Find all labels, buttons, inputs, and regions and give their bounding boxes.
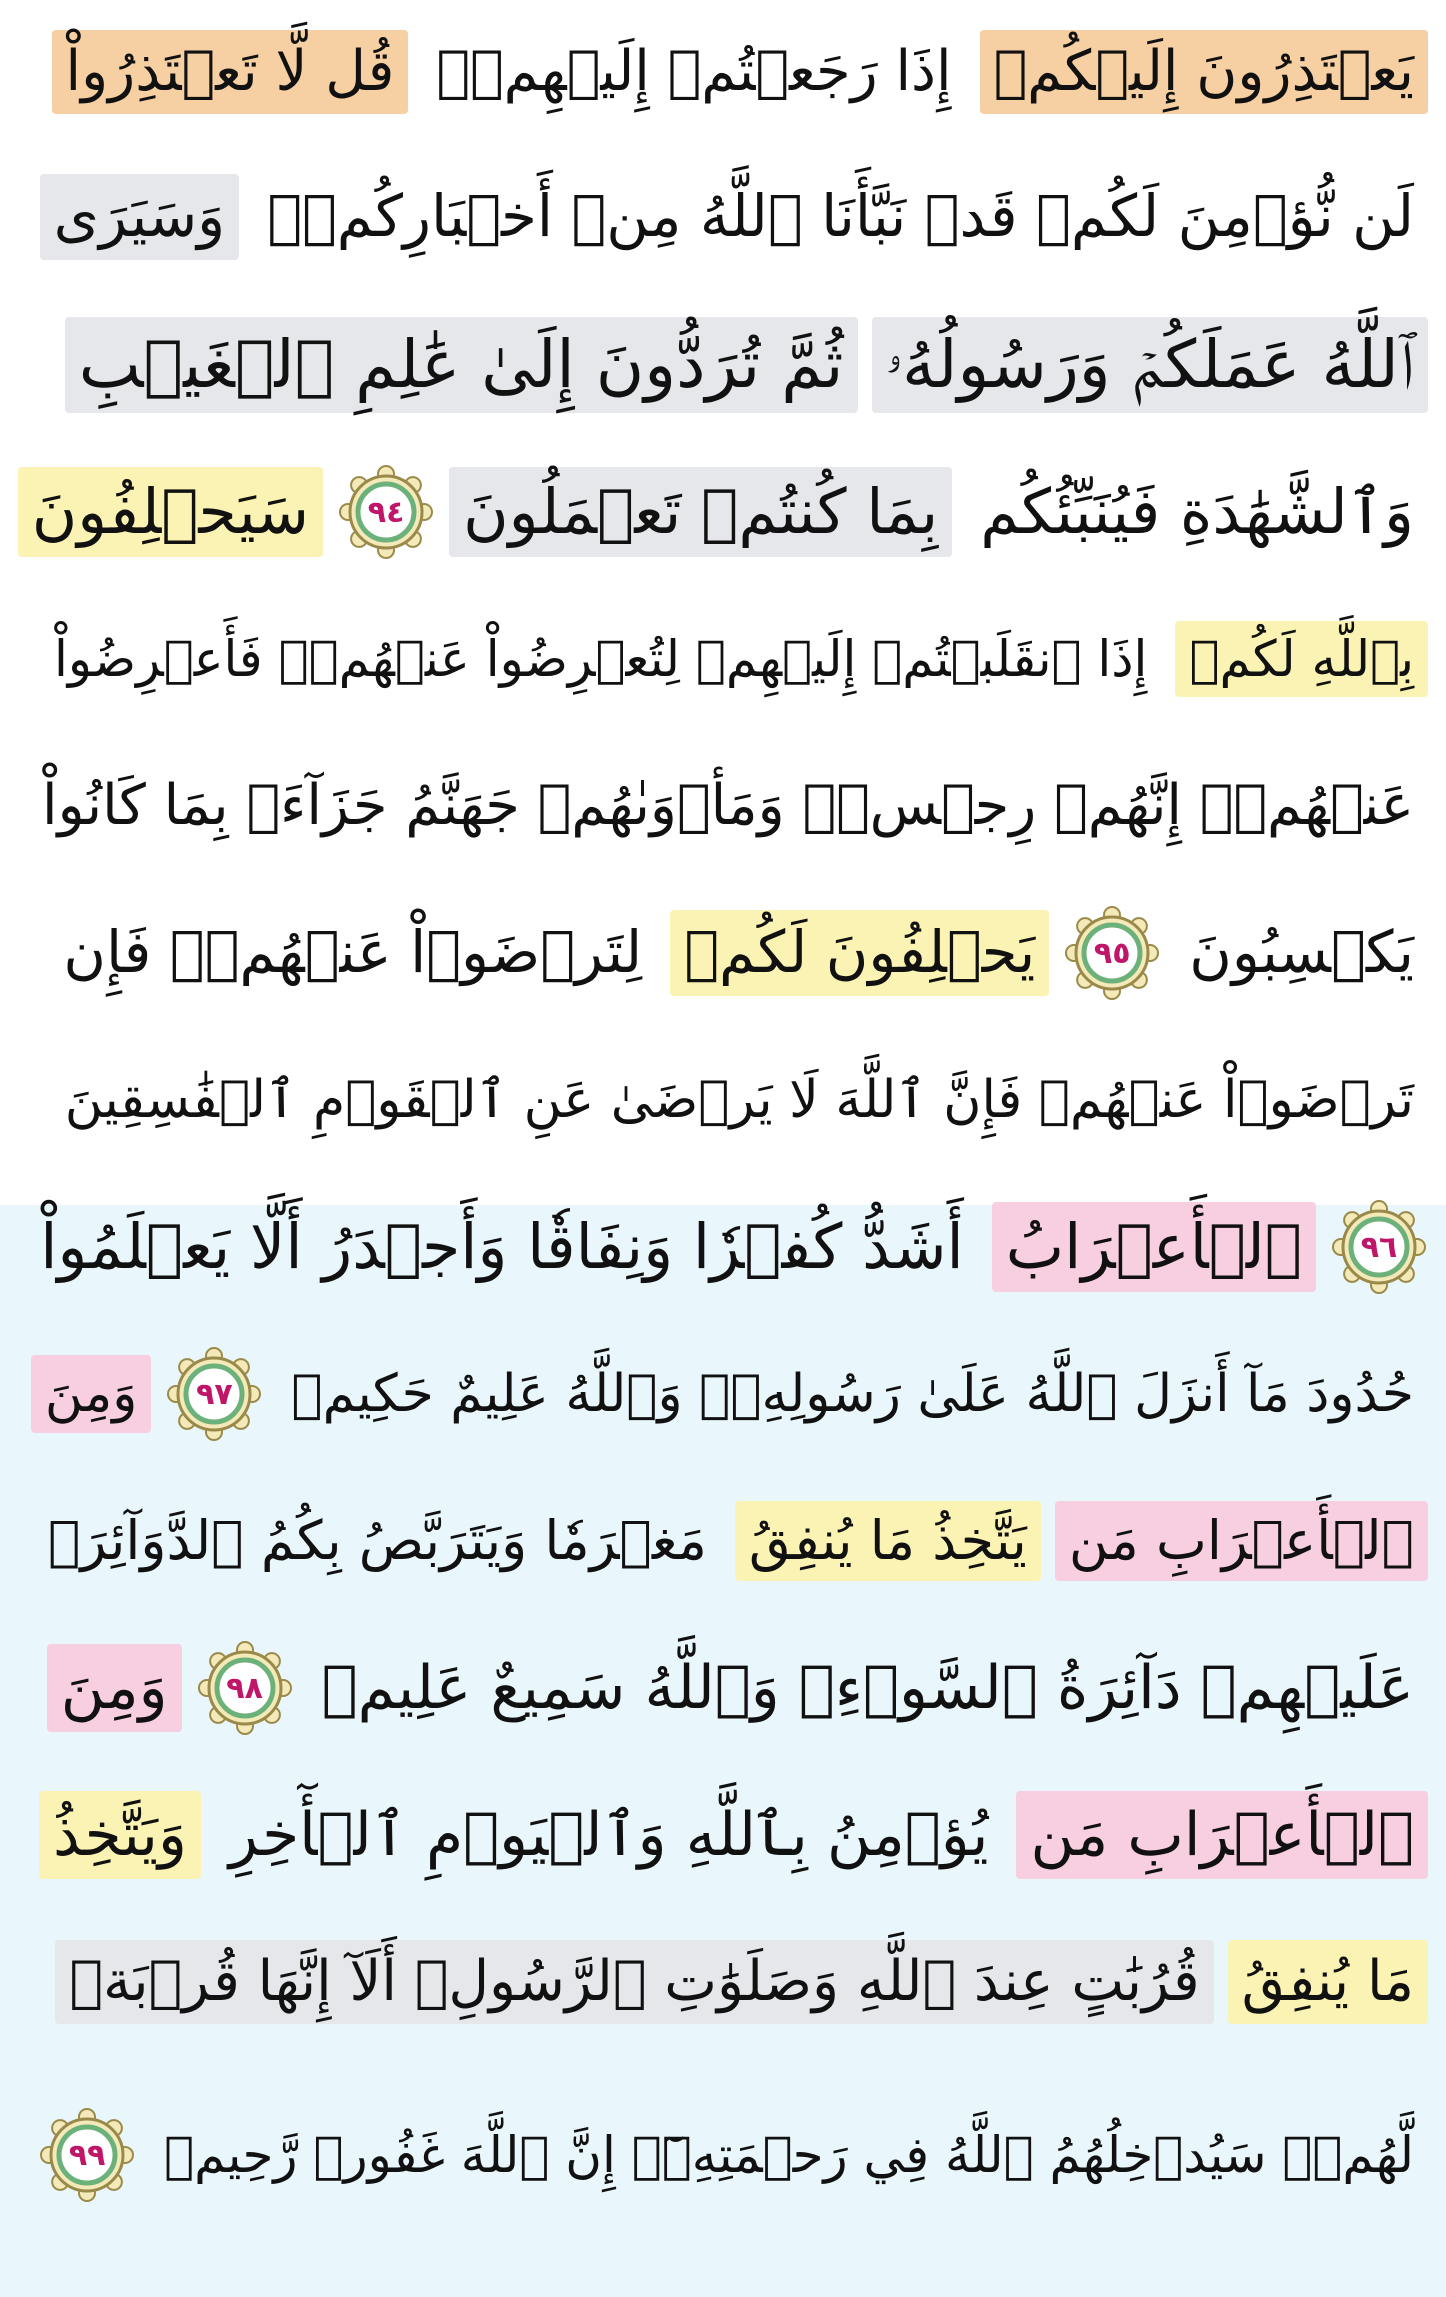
text-line [18,1035,1428,1165]
highlighted-phrase-pink[interactable]: وَمِنَ [31,1355,152,1433]
text-line [18,7,1428,137]
highlighted-phrase-gray[interactable]: بِمَا كُنتُمۡ تَعۡمَلُونَ [449,467,952,557]
text-line [18,152,1428,282]
verse-text[interactable]: عَلَيۡهِمۡ دَآئِرَةُ ٱلسَّوۡءِۗ وَٱللَّهُ سَمِيعٌ عَلِيمٞ [321,1653,1414,1723]
ayah-medallion-icon[interactable] [196,1639,294,1737]
ayah-number: ٩٧ [196,1376,233,1412]
verse-text[interactable]: أَشَدُّ كُفۡرٗا وَنِفَاقٗا وَأَجۡدَرُ أَلَّا يَعۡلَمُواْ [40,1209,964,1283]
verse-text[interactable]: إِذَا ٱنقَلَبۡتُمۡ إِلَيۡهِمۡ لِتُعۡرِضُواْ عَنۡهُمۡۖ فَأَعۡرِضُواْ [53,630,1148,688]
text-line [18,2090,1428,2220]
text-line [18,888,1428,1018]
ayah-number: ٩٩ [68,2137,106,2173]
ayah-medallion-icon[interactable] [337,463,435,561]
ayah-number: ٩٨ [226,1670,263,1706]
highlighted-phrase-gray[interactable]: قُرُبَٰتٍ عِندَ ٱللَّهِ وَصَلَوَٰتِ ٱلرَّسُولِۚ أَلَآ إِنَّهَا قُرۡبَةٞ [55,1940,1213,2023]
verse-text[interactable]: حُدُودَ مَآ أَنزَلَ ٱللَّهُ عَلَىٰ رَسُولِهِۦۗ وَٱللَّهُ عَلِيمٌ حَكِيمٞ [291,1363,1414,1424]
verse-text[interactable]: لَن نُّؤۡمِنَ لَكُمۡ قَدۡ نَبَّأَنَا ٱللَّهُ مِنۡ أَخۡبَارِكُمۡۚ [267,182,1414,251]
highlighted-phrase-yellow[interactable]: سَيَحۡلِفُونَ [18,467,323,557]
verse-text[interactable]: مَغۡرَمٗا وَيَتَرَبَّصُ بِكُمُ ٱلدَّوَآئِرَۚ [48,1508,707,1572]
highlighted-phrase-yellow[interactable]: وَيَتَّخِذُ [39,1791,201,1879]
highlighted-phrase-yellow[interactable]: يَحۡلِفُونَ لَكُمۡ [670,910,1049,996]
highlighted-phrase-gray[interactable]: وَسَيَرَى [40,174,240,260]
verse-text[interactable]: وَٱلشَّهَٰدَةِ فَيُنَبِّئُكُم [980,474,1414,548]
verse-text[interactable]: يُؤۡمِنُ بِٱللَّهِ وَٱلۡيَوۡمِ ٱلۡأٓخِرِ [228,1800,989,1870]
ayah-medallion-icon[interactable] [1330,1198,1428,1296]
verse-text[interactable]: لِتَرۡضَوۡاْ عَنۡهُمۡۖ فَإِن [63,918,643,987]
highlighted-phrase-orange[interactable]: قُل لَّا تَعۡتَذِرُواْ [52,30,409,113]
ayah-medallion-icon[interactable] [165,1345,263,1443]
text-line [18,1770,1428,1900]
text-line [18,1623,1428,1753]
highlighted-phrase-gray[interactable]: ٱللَّهُ عَمَلَكُمۡ وَرَسُولُهُۥ [872,317,1428,412]
highlighted-phrase-pink[interactable]: ٱلۡأَعۡرَابِ مَن [1016,1791,1428,1879]
text-line [18,1476,1428,1606]
verse-text[interactable]: تَرۡضَوۡاْ عَنۡهُمۡ فَإِنَّ ٱللَّهَ لَا يَرۡضَىٰ عَنِ ٱلۡقَوۡمِ ٱلۡفَٰسِقِينَ [64,1069,1414,1130]
ayah-number: ٩٦ [1360,1229,1398,1265]
verse-text[interactable]: عَنۡهُمۡۖ إِنَّهُمۡ رِجۡسٞۖ وَمَأۡوَىٰهُمۡ جَهَنَّمُ جَزَآءَۢ بِمَا كَانُواْ [42,773,1414,839]
highlighted-phrase-yellow[interactable]: مَا يُنفِقُ [1228,1940,1428,2023]
ayah-number: ٩٤ [367,494,405,530]
text-line [18,741,1428,871]
ayah-number: ٩٥ [1093,935,1131,971]
text-line [18,1917,1428,2047]
text-line [18,300,1428,430]
highlighted-phrase-pink[interactable]: ٱلۡأَعۡرَابِ مَن [1055,1501,1428,1582]
highlighted-phrase-pink[interactable]: وَمِنَ [47,1644,182,1732]
ayah-medallion-icon[interactable] [38,2106,136,2204]
text-line [18,1329,1428,1459]
verse-text[interactable]: إِذَا رَجَعۡتُمۡ إِلَيۡهِمۡۚ [436,39,952,105]
text-line [18,447,1428,577]
highlighted-phrase-yellow[interactable]: يَتَّخِذُ مَا يُنفِقُ [735,1501,1041,1582]
text-line [18,1182,1428,1312]
highlighted-phrase-orange[interactable]: يَعۡتَذِرُونَ إِلَيۡكُمۡ [980,30,1428,113]
verse-text[interactable]: يَكۡسِبُونَ [1189,918,1414,987]
text-line [18,594,1428,724]
highlighted-phrase-yellow[interactable]: بِٱللَّهِ لَكُمۡ [1175,621,1428,697]
verse-text[interactable]: لَّهُمۡۚ سَيُدۡخِلُهُمُ ٱللَّهُ فِي رَحۡمَتِهِۦٓۚ إِنَّ ٱللَّهَ غَفُورٞ رَّحِيمٞ [164,2126,1414,2184]
highlighted-phrase-pink[interactable]: ٱلۡأَعۡرَابُ [992,1202,1316,1292]
highlighted-phrase-gray[interactable]: ثُمَّ تُرَدُّونَ إِلَىٰ عَٰلِمِ ٱلۡغَيۡبِ [65,317,858,412]
ayah-medallion-icon[interactable] [1063,904,1161,1002]
